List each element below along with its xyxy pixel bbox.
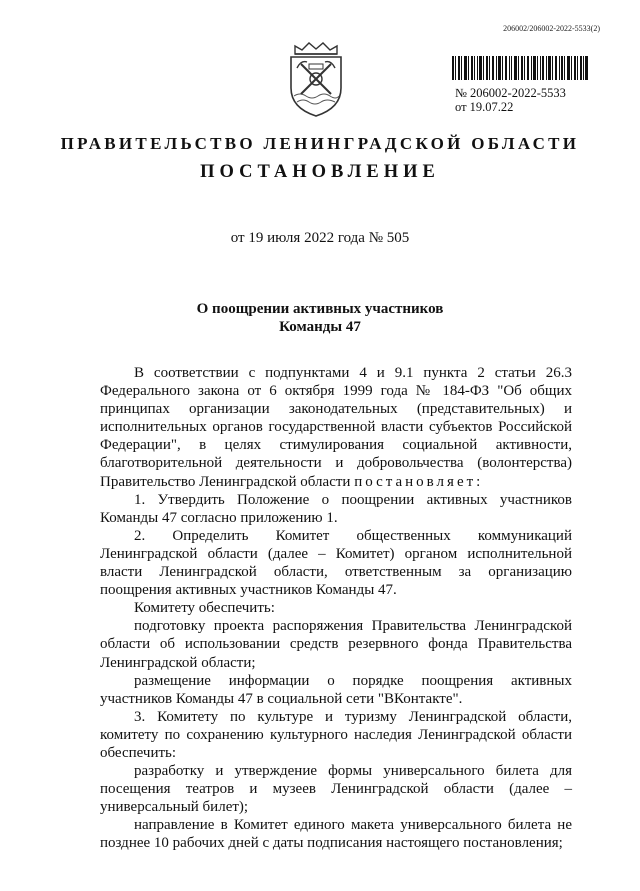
paragraph-committee-ensure: Комитету обеспечить: xyxy=(134,600,275,617)
paragraph-item-3: 3. Комитету по культуре и туризму Ленинградской области, комитету по сохранению культурного наследия Ленинградской области обеспечить: xyxy=(100,708,572,761)
registration-number: № 206002-2022-5533 xyxy=(455,86,566,100)
paragraph-item-2: 2. Определить Комитет общественных коммуникаций Ленинградской области (далее – Комитет) органом исполнительной власти Ленинградской области, ответственным за организацию поощрения активных участников Команды 47. xyxy=(100,527,572,599)
paragraph-ticket-layout: направление в Комитет единого макета универсального билета не позднее 10 рабочих дней с даты подписания настоящего постановления; xyxy=(100,817,572,852)
subject-line-1: О поощрении активных участников xyxy=(196,301,444,317)
paragraph-ticket-form: разработку и утверждение формы универсального билета для посещения театров и музеев Ленинградской области (далее – универсальный билет); xyxy=(100,763,572,816)
resolution-subject xyxy=(0,300,640,336)
preamble-colon: : xyxy=(476,473,481,490)
barcode-icon xyxy=(452,56,588,80)
registration-date: от 19.07.22 xyxy=(455,100,514,114)
paragraph-item-1: 1. Утвердить Положение о поощрении активных участников Команды 47 согласно приложению 1. xyxy=(100,491,572,526)
paragraph-preamble xyxy=(100,364,572,491)
registry-id: 206002/206002-2022-5533(2) xyxy=(503,24,600,33)
paragraph-vk-info: размещение информации о порядке поощрения активных участников Команды 47 в социальной сети "ВКонтакте". xyxy=(100,672,572,707)
document-type: ПОСТАНОВЛЕНИЕ xyxy=(200,162,440,182)
government-heading: ПРАВИТЕЛЬСТВО ЛЕНИНГРАДСКОЙ ОБЛАСТИ xyxy=(60,134,580,153)
resolution-body xyxy=(100,364,572,853)
subject-line-2: Команды 47 xyxy=(279,319,361,335)
coat-of-arms-icon xyxy=(283,40,349,118)
resolution-date-number: от 19 июля 2022 года № 505 xyxy=(230,230,410,246)
preamble-text: В соответствии с подпунктами 4 и 9.1 пункта 2 статьи 26.3 Федерального закона от 6 октября 1999 года № 184-ФЗ "Об общих принципах организации законодательных (представительных) и исполнительных органов государственной власти субъектов Российской Федерации", в целях стимулирования социальной активности, благотворительной деятельности и добровольчества (волонтерства) Правительство Ленинградской области xyxy=(100,365,572,490)
registration-block xyxy=(455,86,566,114)
paragraph-draft-order: подготовку проекта распоряжения Правительства Ленинградской области об использовании средств резервного фонда Правительства Ленинградской области; xyxy=(100,618,572,671)
preamble-decree-word: постановляет xyxy=(354,473,477,490)
